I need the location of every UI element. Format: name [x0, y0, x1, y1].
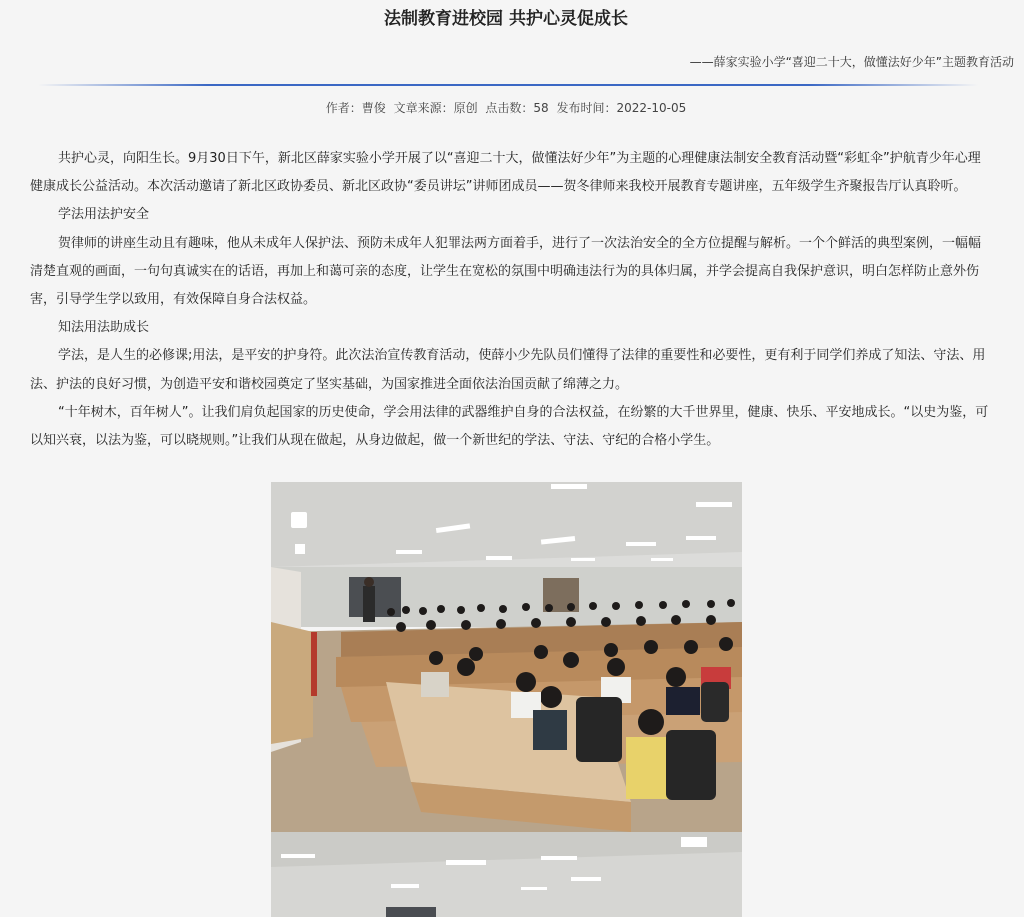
paragraph-lecture: 贺律师的讲座生动且有趣味，他从未成年人保护法、预防未成年人犯罪法两方面着手，进行了一次法治安全的全方位提醒与解析。一个个鲜活的典型案例，一幅幅清楚直观的画面，一句句真诚实在的话语，再加上和蔼可亲的态度，让学生在宽松的氛围中明确违法行为的具体归属，并学会提高自我保护意识，明白怎样防止意外伤害，引导学生学以致用，有效保障自身合法权益。: [30, 235, 982, 308]
meta-publish-time: 发布时间：2022-10-05: [556, 101, 687, 115]
article-body: [30, 145, 990, 455]
article-meta: [0, 99, 1012, 116]
article-title: 法制教育进校园 共护心灵促成长: [384, 9, 628, 29]
meta-source: 文章来源：原创: [393, 101, 478, 115]
paragraph-intro: 共护心灵，向阳生长。9月30日下午，新北区薛家实验小学开展了以“喜迎二十大，做懂法好少年”为主题的心理健康法制安全教育活动暨“彩虹伞”护航青少年心理健康成长公益活动。本次活动邀请了新北区政协委员、新北区政协“委员讲坛”讲师团成员——贺冬律师来我校开展教育专题讲座，五年级学生齐聚报告厅认真聆听。: [30, 151, 981, 195]
meta-author: 作者：曹俊: [325, 101, 386, 115]
meta-clicks: 点击数：58: [485, 101, 549, 115]
article-subtitle: ——薛家实验小学“喜迎二十大，做懂法好少年”主题教育活动: [689, 55, 1014, 69]
section-heading-growth: 知法用法助成长: [58, 320, 150, 336]
title-divider: [38, 84, 978, 86]
paragraph-law-study: 学法，是人生的必修课;用法，是平安的护身符。此次法治宣传教育活动，使薛小少先队员们懂得了法律的重要性和必要性，更有利于同学们养成了知法、守法、用法、护法的良好习惯，为创造平安和谐校园奠定了坚实基础，为国家推进全面依法治国贡献了绵薄之力。: [30, 348, 986, 392]
lecture-hall-photo: [271, 482, 742, 917]
paragraph-closing: “十年树木，百年树人”。让我们肩负起国家的历史使命，学会用法律的武器维护自身的合法权益，在纷繁的大千世界里，健康、快乐、平安地成长。“以史为鉴，可以知兴衰，以法为鉴，可以晓规则。”让我们从现在做起，从身边做起，做一个新世纪的学法、守法、守纪的合格小学生。: [30, 404, 989, 449]
section-heading-safety: 学法用法护安全: [58, 207, 150, 223]
